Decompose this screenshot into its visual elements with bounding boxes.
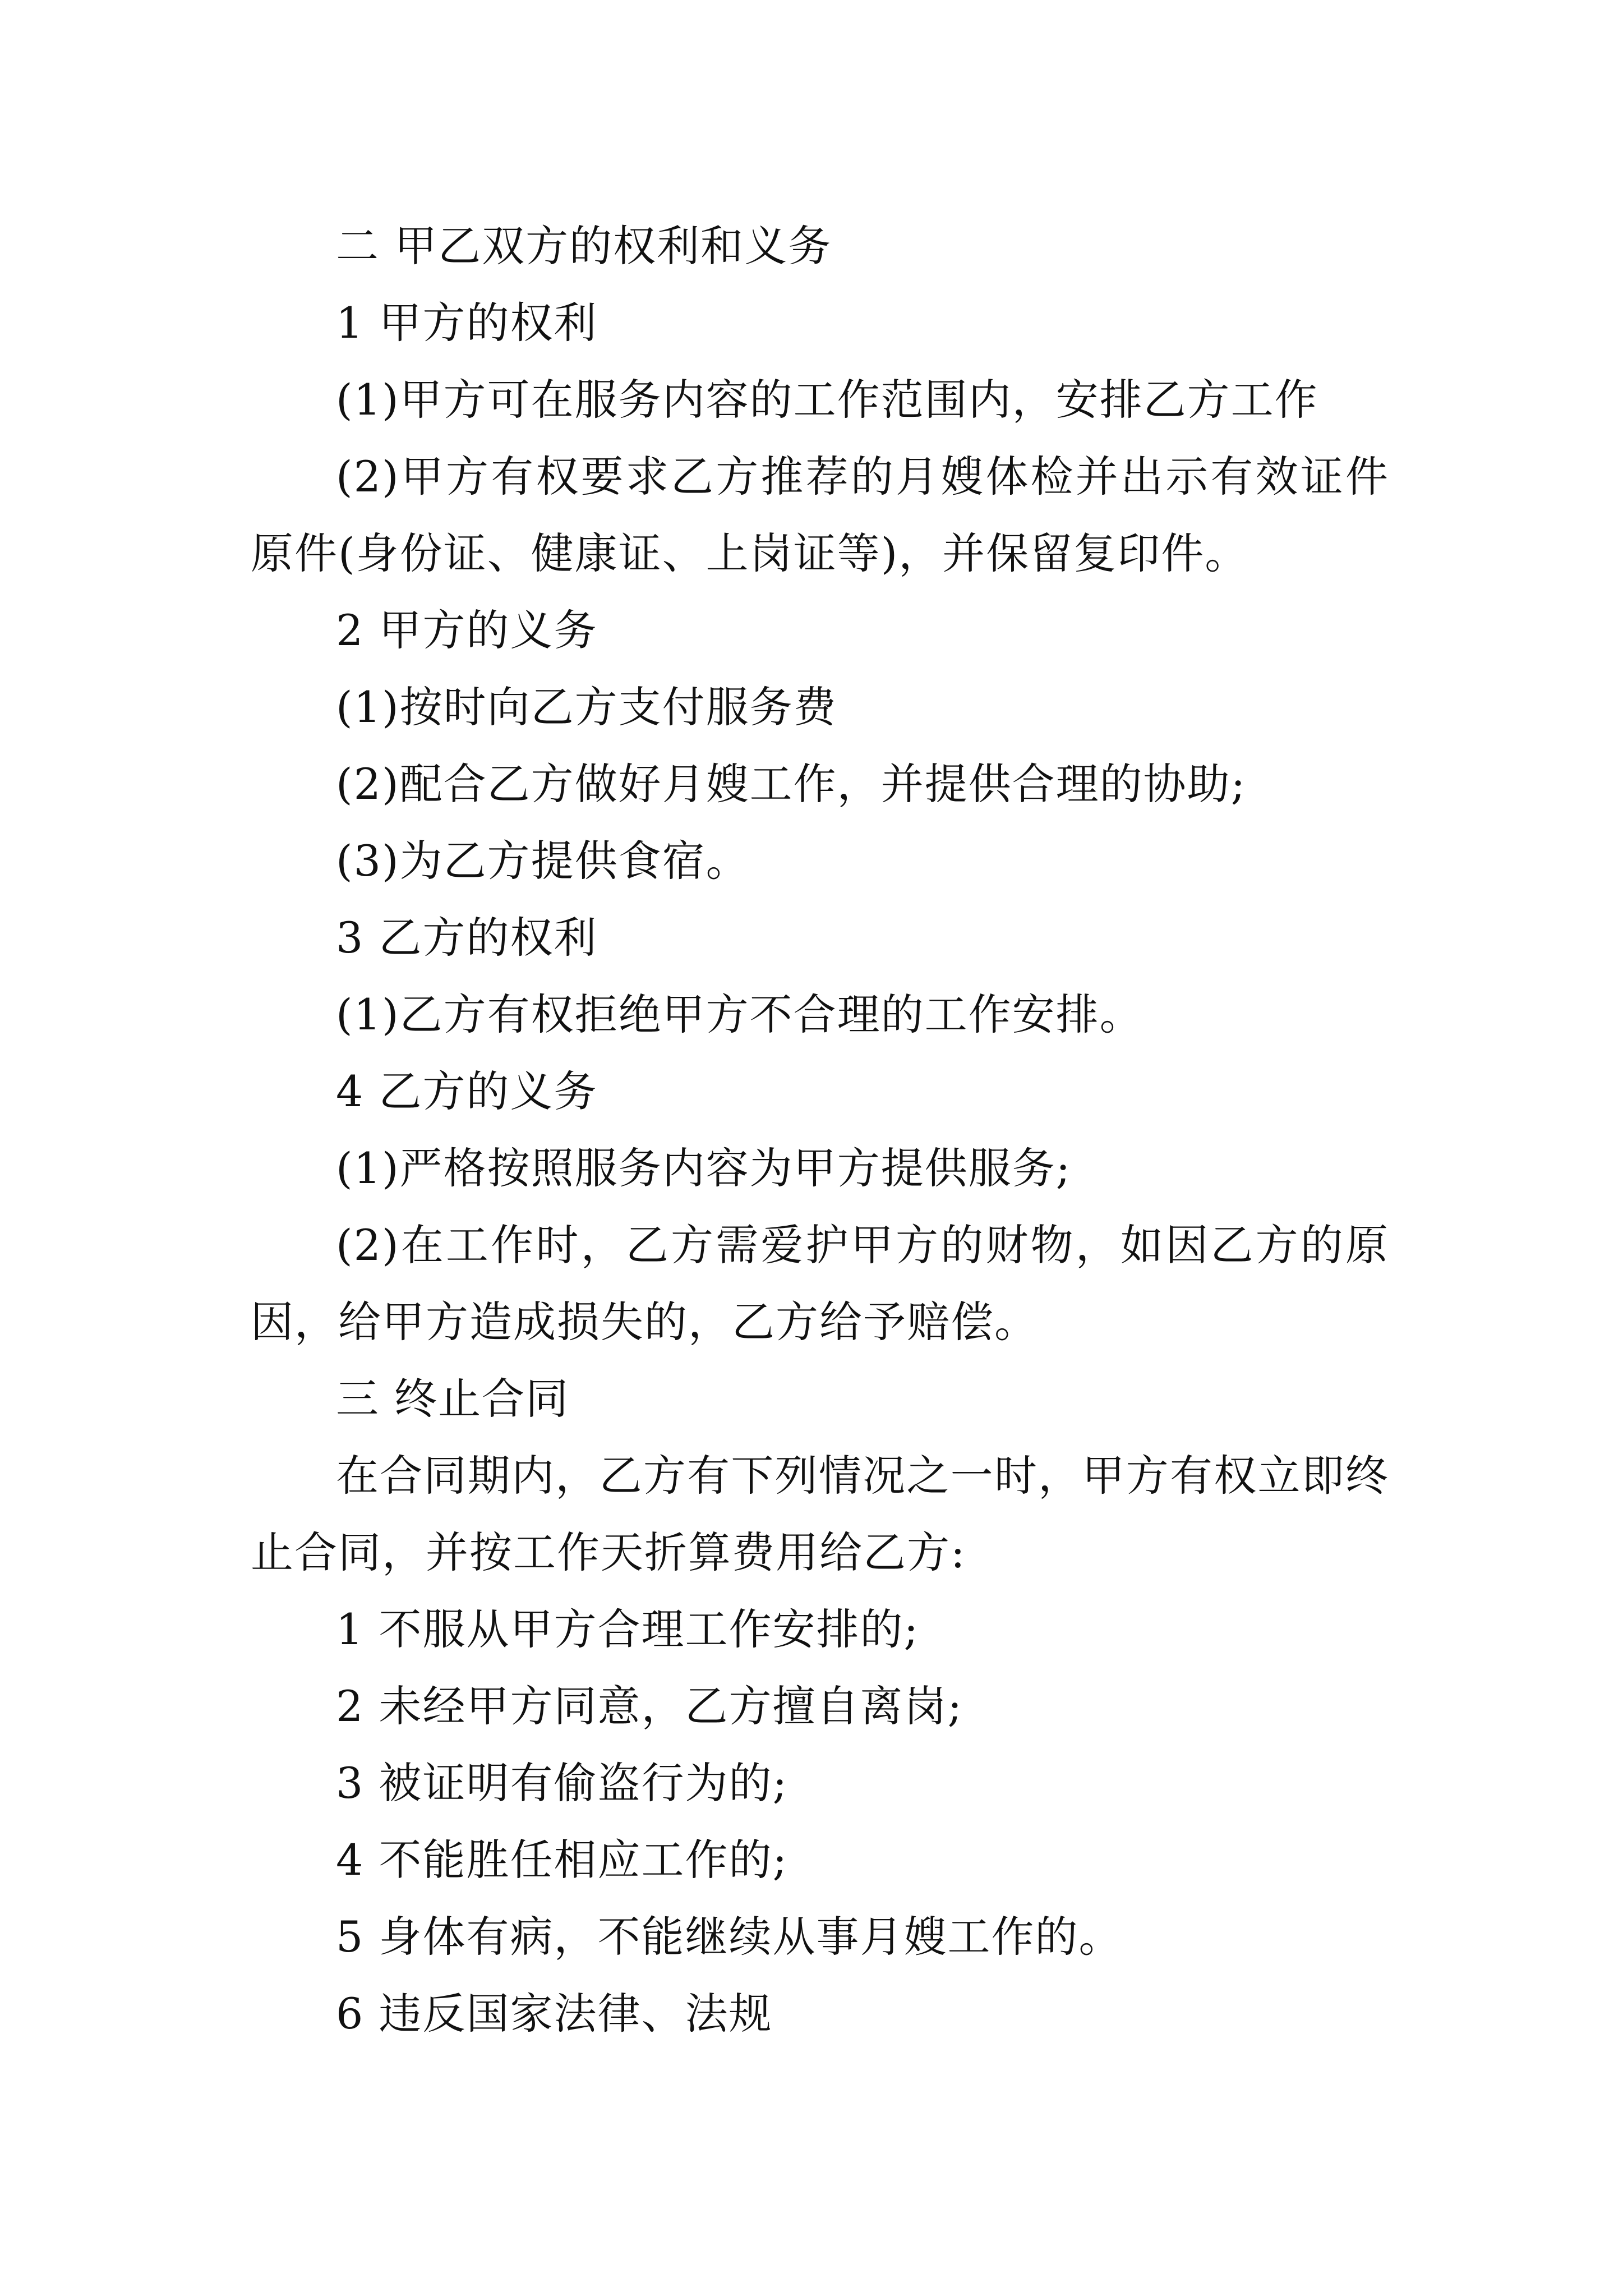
- subheading-party-a-obligations: 2 甲方的义务: [336, 605, 598, 655]
- list-item: 1 不服从甲方合理工作安排的;: [336, 1604, 920, 1654]
- list-item: 6 违反国家法律、法规: [336, 1989, 773, 2039]
- paragraph-text-continued: 止合同，并按工作天折算费用给乙方:: [251, 1527, 966, 1577]
- clause-text: (2)在工作时，乙方需爱护甲方的财物，如因乙方的原: [336, 1220, 1389, 1270]
- clause-text-continued: 因，给甲方造成损失的，乙方给予赔偿。: [251, 1297, 1038, 1347]
- list-item: 3 被证明有偷盗行为的;: [336, 1758, 789, 1808]
- clause-text-continued: 原件(身份证、健康证、上岗证等)，并保留复印件。: [251, 528, 1249, 578]
- clause-text: (3)为乙方提供食宿。: [336, 836, 750, 886]
- section-heading-rights-obligations: 二 甲乙双方的权利和义务: [336, 221, 832, 271]
- section-heading-termination: 三 终止合同: [336, 1374, 570, 1424]
- list-item: 2 未经甲方同意，乙方擅自离岗;: [336, 1681, 963, 1731]
- document-body: [251, 208, 1389, 2052]
- clause-text: (2)甲方有权要求乙方推荐的月嫂体检并出示有效证件: [336, 452, 1389, 501]
- clause-text: (1)乙方有权拒绝甲方不合理的工作安排。: [336, 990, 1144, 1039]
- paragraph-text: 在合同期内，乙方有下列情况之一时，甲方有权立即终: [336, 1451, 1389, 1501]
- subheading-party-a-rights: 1 甲方的权利: [336, 298, 598, 348]
- list-item: 5 身体有病，不能继续从事月嫂工作的。: [336, 1912, 1123, 1962]
- subheading-party-b-obligations: 4 乙方的义务: [336, 1066, 598, 1116]
- clause-text: (1)严格按照服务内容为甲方提供服务;: [336, 1143, 1072, 1193]
- clause-text: (2)配合乙方做好月嫂工作，并提供合理的协助;: [336, 759, 1247, 809]
- clause-text: (1)按时向乙方支付服务费: [336, 682, 837, 732]
- list-item: 4 不能胜任相应工作的;: [336, 1835, 789, 1885]
- subheading-party-b-rights: 3 乙方的权利: [336, 913, 598, 963]
- clause-text: (1)甲方可在服务内容的工作范围内，安排乙方工作: [336, 375, 1318, 425]
